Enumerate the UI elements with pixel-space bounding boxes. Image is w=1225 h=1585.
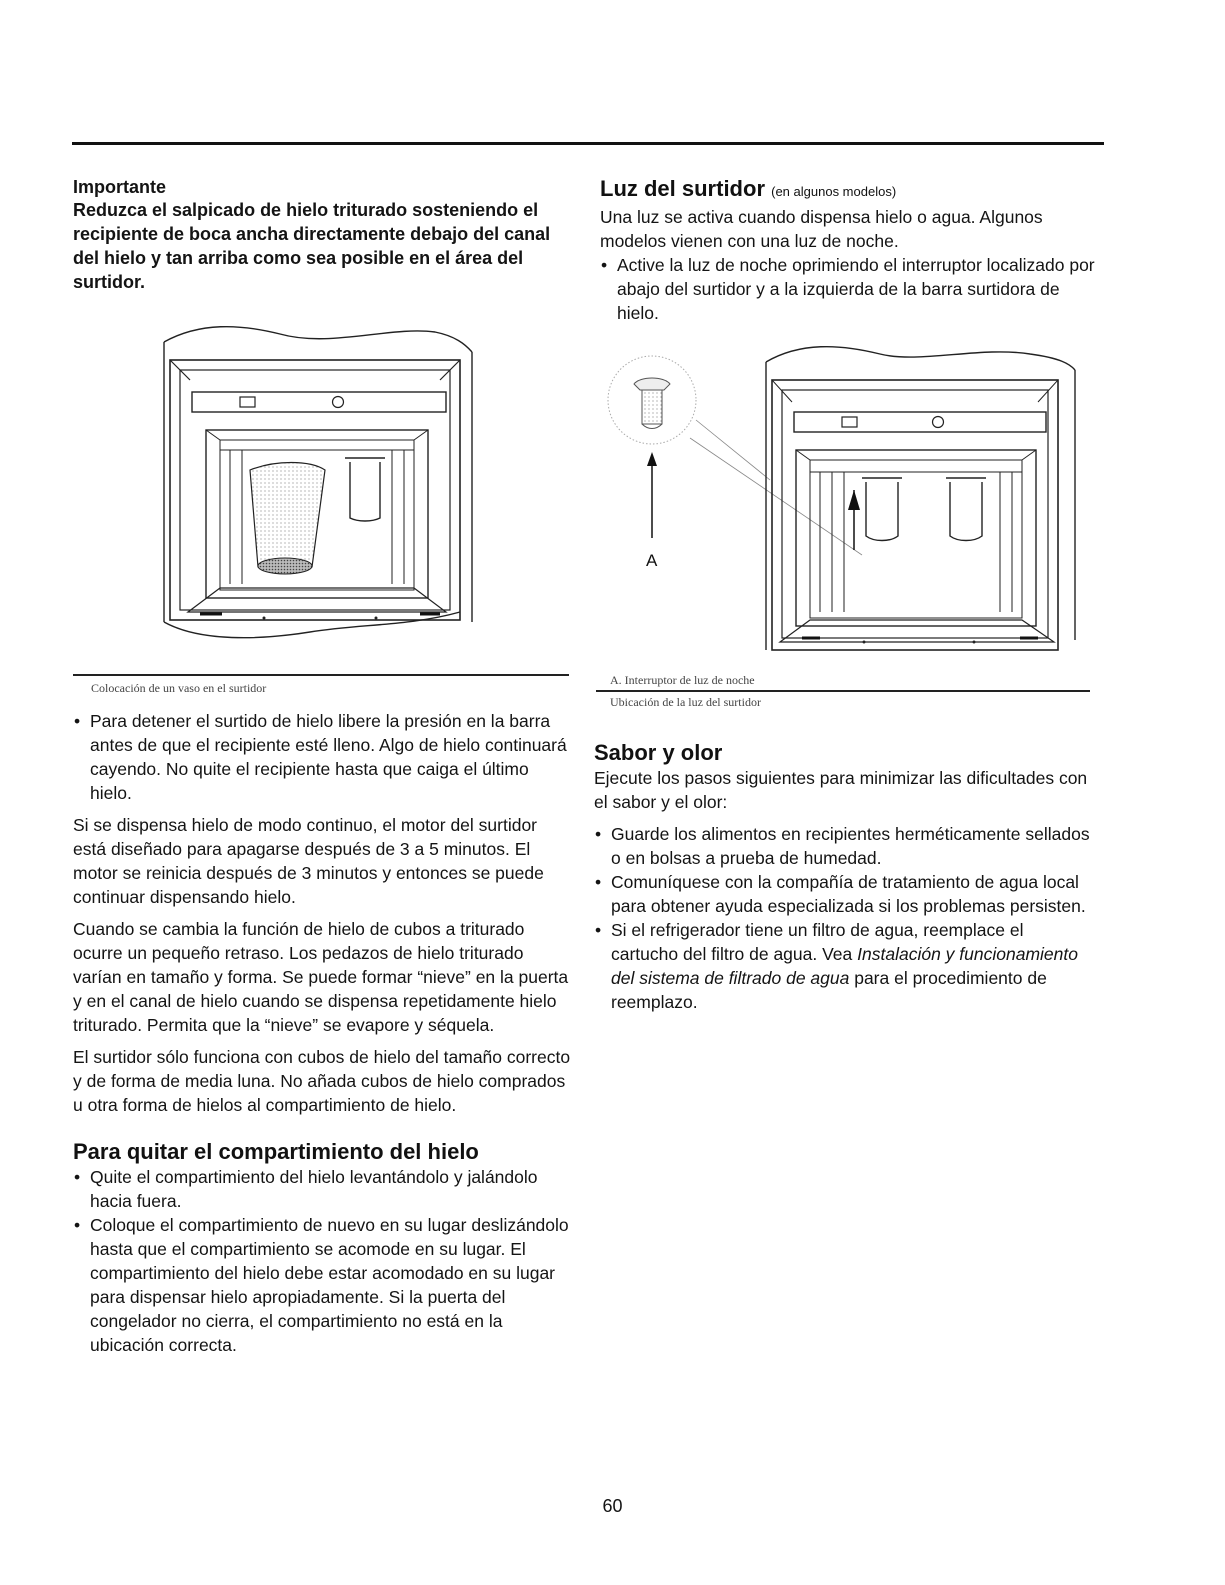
bullet-text: Quite el compartimiento del hielo levantándolo y jalándolo hacia fuera. [90,1167,538,1211]
bullet-dot: • [595,824,602,844]
page-number: 60 [602,1496,623,1516]
bullet-text: Comuníquese con la compañía de tratamiento de agua local para obtener ayuda especializada si los problemas persisten. [611,872,1086,916]
paragraph: Cuando se cambia la función de hielo de cubos a triturado ocurre un pequeño retraso. Los pedazos de hielo triturado varían en tamaño y forma. Se puede formar “nieve” en la puerta y en el canal de hielo cuando se dispensa repetidamente hielo triturado. Permita que la “nieve” se evapore y séquela. [73,919,569,1035]
important-body: Reduzca el salpicado de hielo triturado sosteniendo el recipiente de boca ancha directamente debajo del canal del hielo y tan arriba como sea posible en el área del surtidor. [73,200,551,292]
bullet-dot: • [74,711,81,731]
left-caption-block [73,674,569,696]
bullet-text: Coloque el compartimiento de nuevo en su lugar deslizándolo hasta que el compartimiento se acomode en su lugar. El compartimiento del hielo debe estar acomodado en su lugar para dispensar hielo apropiadamente. Si la puerta del congelador no cierra, el compartimiento no está en la ubicación correcta. [90,1215,569,1355]
taste-section [594,740,1094,1014]
list-item [594,918,1094,1014]
dispenser-glass-figure [160,322,480,652]
caption-rule [73,674,569,676]
remove-bin-list [73,1165,573,1357]
dispenser-light-figure [600,340,1090,660]
left-column [73,176,573,294]
left-body [73,709,573,1357]
bullet-dot: • [595,920,602,940]
figure-left-caption: Colocación de un vaso en el surtidor [91,680,267,695]
top-rule [72,142,1104,145]
paragraph: Si se dispensa hielo de modo continuo, el motor del surtidor está diseñado para apagarse después de 3 a 5 minutos. El motor se reinicia después de 3 minutos y entonces se puede continuar dispensando hielo. [73,815,544,907]
figure-right-caption: Ubicación de la luz del surtidor [610,694,761,709]
list-item [600,253,1100,325]
important-title: Importante [73,177,167,197]
bullet-text-post: para el procedimiento de reemplazo. [611,968,1047,1012]
left-bullet-list [73,709,573,805]
figure-right-legend: A. Interruptor de luz de noche [610,673,755,687]
taste-intro: Ejecute los pasos siguientes para minimizar las dificultades con el sabor y el olor: [594,768,1088,812]
bullet-text: Guarde los alimentos en recipientes herméticamente sellados o en bolsas a prueba de humedad. [611,824,1090,868]
bullet-dot: • [595,872,602,892]
taste-heading: Sabor y olor [594,740,723,765]
bullet-text-pre: Si el refrigerador tiene un filtro de agua, reemplace el cartucho del filtro de agua. Vea [611,920,1024,964]
manual-reference: Instalación y funcionamiento del sistema de filtrado de agua [611,944,1078,988]
light-heading-note: (en algunos modelos) [771,184,897,199]
right-column [600,176,1100,325]
light-intro: Una luz se activa cuando dispensa hielo o agua. Algunos modelos vienen con una luz de noche. [600,207,1043,251]
bullet-dot: • [74,1167,81,1187]
bullet-text: Active la luz de noche oprimiendo el interruptor localizado por abajo del surtidor y a la izquierda de la barra surtidora de hielo. [617,255,1095,323]
remove-bin-heading: Para quitar el compartimiento del hielo [73,1139,479,1164]
bullet-dot: • [74,1215,81,1235]
taste-bullet-list [594,822,1094,1014]
list-item [73,709,573,805]
figure-label-a: A [646,551,658,570]
list-item [73,1165,573,1213]
light-heading [600,176,1100,205]
bullet-dot: • [601,255,608,275]
right-caption-block [596,672,1090,710]
bullet-text: Para detener el surtido de hielo libere la presión en la barra antes de que el recipiente esté lleno. Algo de hielo continuará cayendo. No quite el recipiente hasta que caiga el último hielo. [90,711,567,803]
paragraph: El surtidor sólo funciona con cubos de hielo del tamaño correcto y de forma de media luna. No añada cubos de hielo comprados u otra forma de hielos al compartimiento de hielo. [73,1047,571,1115]
list-item [73,1213,573,1357]
list-item [594,822,1094,870]
list-item [594,870,1094,918]
light-bullet-list [600,253,1100,325]
caption-rule [596,690,1090,692]
light-heading-text: Luz del surtidor [600,176,765,201]
